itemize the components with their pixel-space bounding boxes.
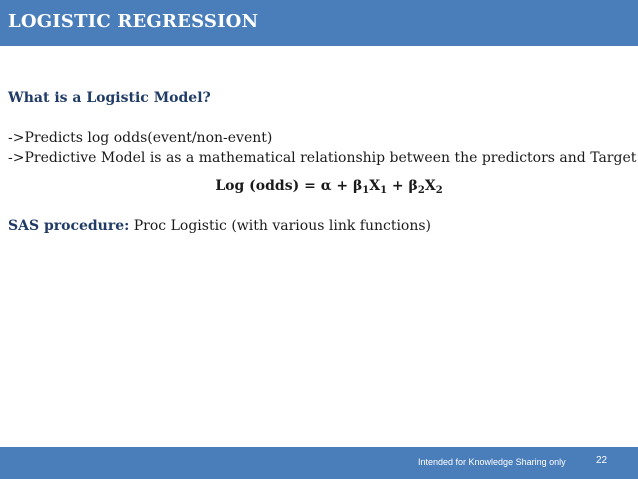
- formula-beta2-subscript: 2: [417, 185, 425, 196]
- logistic-formula: [8, 176, 630, 196]
- footer-bar: [0, 447, 638, 479]
- bullet-log-odds: ->Predicts log odds(event/non-event): [8, 130, 273, 146]
- sas-procedure-label: SAS procedure:: [8, 218, 130, 234]
- sas-procedure-text: Proc Logistic (with various link functions): [129, 218, 432, 234]
- formula-beta1-subscript: 1: [362, 185, 370, 196]
- bullet-predictive-model: ->Predictive Model is as a mathematical relationship between the predictors and Target: [8, 150, 637, 166]
- formula-x1: X: [369, 178, 381, 194]
- sas-procedure-line: [8, 216, 630, 236]
- formula-x2-subscript: 2: [435, 185, 443, 196]
- formula-plus-beta: + β: [387, 178, 418, 194]
- spacer: [8, 196, 630, 216]
- spacer: [8, 108, 630, 128]
- section-subhead: What is a Logistic Model?: [8, 90, 211, 106]
- slide-content: [8, 88, 637, 236]
- slide-title: LOGISTIC REGRESSION: [8, 11, 259, 32]
- formula-x1-subscript: 1: [380, 185, 388, 196]
- title-bar: [0, 0, 638, 46]
- footer-note: Intended for Knowledge Sharing only: [418, 457, 566, 467]
- formula-lhs: Log (odds) = α + β: [215, 178, 363, 194]
- page-number: 22: [596, 455, 608, 466]
- formula-x2: X: [424, 178, 436, 194]
